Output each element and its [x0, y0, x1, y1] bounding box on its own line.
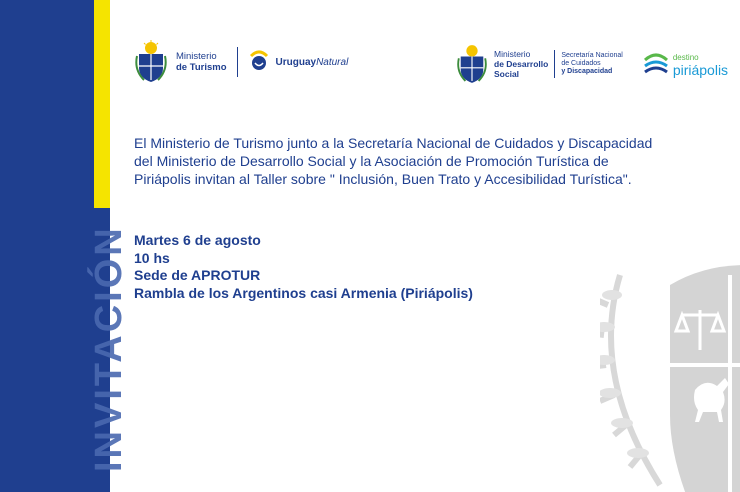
- turismo-logo-group: [134, 38, 348, 86]
- intro-line: del Ministerio de Desarrollo Social y la Asociación de Promoción Turística de: [134, 153, 609, 169]
- logo-divider-small: [554, 50, 555, 78]
- invitation-intro-paragraph: [134, 134, 734, 188]
- mides-line2: de Desarrollo: [494, 59, 549, 69]
- piriapolis-logo: [643, 52, 728, 76]
- event-date: Martes 6 de agosto: [134, 232, 261, 248]
- event-details: [134, 232, 473, 302]
- natural-word: Natural: [316, 56, 349, 68]
- uruguay-coat-of-arms-small-icon: [456, 43, 488, 85]
- event-address: Rambla de los Argentinos casi Armenia (Piriápolis): [134, 284, 473, 301]
- uruguay-word: Uruguay: [275, 56, 317, 68]
- turismo-logo-line2: de Turismo: [176, 62, 227, 73]
- yellow-accent-strip: [94, 0, 110, 208]
- turismo-logo-line1: Ministerio: [176, 51, 217, 62]
- piriapolis-small-text: destino: [672, 53, 699, 62]
- invitation-vertical-label: INVITACIÓN: [88, 225, 130, 472]
- logo-divider: [237, 47, 238, 77]
- piriapolis-big-text: piriápolis: [672, 62, 729, 78]
- uruguay-natural-sun-icon: [248, 50, 270, 74]
- uruguay-coat-of-arms-icon: [134, 40, 168, 84]
- snc-line1: Secretaría Nacional: [561, 52, 623, 59]
- intro-line: El Ministerio de Turismo junto a la Secretaría Nacional de Cuidados y Discapacidad: [134, 135, 653, 151]
- coat-of-arms-watermark-icon: [600, 215, 740, 492]
- mides-line1: Ministerio: [494, 49, 531, 59]
- piriapolis-wordmark: [673, 52, 728, 76]
- turismo-logo-text: [176, 51, 227, 73]
- event-time: 10 hs: [134, 249, 170, 266]
- event-venue: Sede de APROTUR: [134, 267, 261, 283]
- snc-logo-text: [561, 52, 622, 76]
- snc-line3: y Discapacidad: [561, 68, 613, 75]
- snc-line2: de Cuidados: [561, 60, 601, 67]
- uruguay-natural-wordmark: [276, 57, 349, 68]
- mides-line3: Social: [494, 69, 520, 79]
- mides-logo-group: [456, 40, 728, 88]
- intro-line: Piriápolis invitan al Taller sobre " Inclusión, Buen Trato y Accesibilidad Turística".: [134, 171, 632, 187]
- mides-logo-text: [494, 49, 548, 79]
- piriapolis-wave-icon: [643, 52, 669, 76]
